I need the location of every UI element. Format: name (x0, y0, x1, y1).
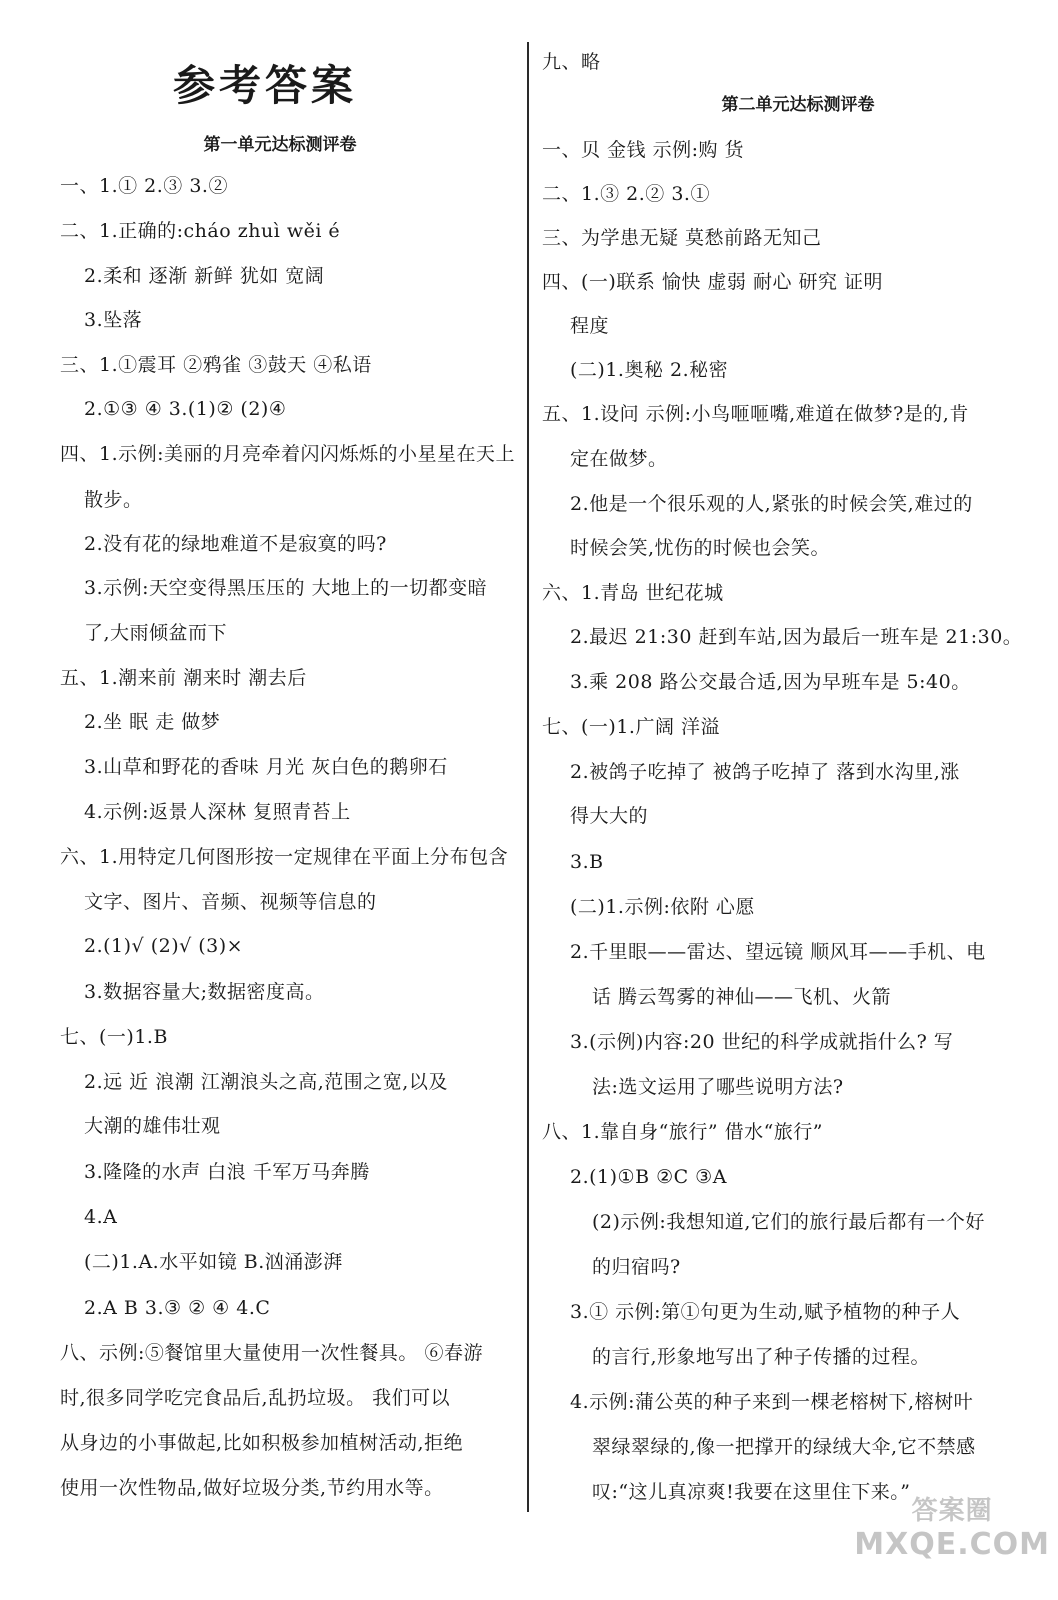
answer-line: 程度 (570, 315, 610, 337)
watermark-logo (854, 1490, 1050, 1562)
page-title: 参考答案 (172, 61, 357, 110)
section-title-unit-2: 第二单元达标测评卷 (721, 95, 875, 115)
answer-line: 三、1.①震耳 ②鸦雀 ③鼓天 ④私语 (60, 354, 372, 376)
answer-line: 2.(1)①B ②C ③A (570, 1166, 727, 1188)
answer-line: 法:选文运用了哪些说明方法? (592, 1076, 844, 1098)
answer-line: 2.没有花的绿地难道不是寂寞的吗? (84, 533, 387, 555)
answer-line: 3.乘 208 路公交最合适,因为早班车是 5:40。 (570, 671, 971, 693)
watermark-bottom: MXQE.COM (854, 1527, 1050, 1562)
answer-line: 3.坠落 (84, 309, 143, 331)
answer-line: 文字、图片、音频、视频等信息的 (84, 891, 377, 913)
answer-line: 八、示例:⑤餐馆里大量使用一次性餐具。 ⑥春游 (60, 1342, 483, 1364)
answer-line: 2.A B 3.③ ② ④ 4.C (84, 1297, 271, 1319)
answer-line: 3.数据容量大;数据密度高。 (84, 981, 325, 1003)
answer-line: 了,大雨倾盆而下 (84, 622, 228, 644)
answer-line: 3.示例:天空变得黑压压的 大地上的一切都变暗 (84, 577, 488, 599)
answer-line: 的归宿吗? (592, 1256, 681, 1278)
answer-line: 3.隆隆的水声 白浪 千军万马奔腾 (84, 1161, 370, 1183)
answer-line: 2.(1)√ (2)√ (3)× (84, 935, 244, 957)
answer-line: 2.柔和 逐渐 新鲜 犹如 宽阔 (84, 265, 325, 287)
answer-line: 叹:“这儿真凉爽!我要在这里住下来。” (592, 1481, 911, 1503)
answer-line: 七、(一)1.B (60, 1026, 168, 1048)
answer-line: 九、略 (542, 51, 601, 73)
answer-line: 从身边的小事做起,比如积极参加植树活动,拒绝 (60, 1432, 464, 1454)
answer-line: 使用一次性物品,做好垃圾分类,节约用水等。 (60, 1477, 444, 1499)
answer-line: 六、1.青岛 世纪花城 (542, 582, 724, 604)
answer-line: 得大大的 (570, 805, 649, 827)
answer-line: 三、为学患无疑 莫愁前路无知己 (542, 227, 822, 249)
answer-line: 3.① 示例:第①句更为生动,赋予植物的种子人 (570, 1301, 961, 1323)
answer-line: (二)1.奥秘 2.秘密 (570, 359, 729, 381)
answer-line: 3.(示例)内容:20 世纪的科学成就指什么? 写 (570, 1031, 954, 1053)
answer-line: 二、1.正确的:cháo zhuì wěi é (60, 220, 341, 242)
answer-line: 大潮的雄伟壮观 (84, 1115, 221, 1137)
answer-line: 二、1.③ 2.② 3.① (542, 183, 710, 205)
answer-line: 四、1.示例:美丽的月亮牵着闪闪烁烁的小星星在天上 (60, 443, 516, 465)
answer-line: 四、(一)联系 愉快 虚弱 耐心 研究 证明 (542, 271, 884, 293)
answer-line: 七、(一)1.广阔 洋溢 (542, 716, 720, 738)
answer-line: 时候会笑,忧伤的时候也会笑。 (570, 537, 831, 559)
answer-line: 六、1.用特定几何图形按一定规律在平面上分布包含 (60, 846, 509, 868)
answer-line: 4.A (84, 1206, 118, 1228)
answer-line: 时,很多同学吃完食品后,乱扔垃圾。 我们可以 (60, 1387, 451, 1409)
answer-line: 2.他是一个很乐观的人,紧张的时候会笑,难过的 (570, 493, 973, 515)
answer-line: 话 腾云驾雾的神仙——飞机、火箭 (592, 986, 892, 1008)
answer-line: 2.最迟 21:30 赶到车站,因为最后一班车是 21:30。 (570, 626, 1023, 648)
answer-line: 翠绿翠绿的,像一把撑开的绿绒大伞,它不禁感 (592, 1436, 976, 1458)
answer-line: 五、1.潮来前 潮来时 潮去后 (60, 667, 307, 689)
answer-line: 定在做梦。 (570, 448, 668, 470)
section-title-unit-1: 第一单元达标测评卷 (203, 135, 357, 155)
column-divider (527, 42, 529, 1512)
answer-line: 一、贝 金钱 示例:购 货 (542, 139, 745, 161)
answer-line: 2.坐 眠 走 做梦 (84, 711, 221, 733)
answer-line: 4.示例:蒲公英的种子来到一棵老榕树下,榕树叶 (570, 1391, 974, 1413)
answer-line: 3.B (570, 851, 604, 873)
answer-line: 2.远 近 浪潮 江潮浪头之高,范围之宽,以及 (84, 1071, 448, 1093)
answer-line: 3.山草和野花的香味 月光 灰白色的鹅卵石 (84, 756, 448, 778)
answer-line: (2)示例:我想知道,它们的旅行最后都有一个好 (592, 1211, 985, 1233)
answer-line: 一、1.① 2.③ 3.② (60, 175, 228, 197)
answer-line: 4.示例:返景人深林 复照青苔上 (84, 801, 351, 823)
answer-line: 八、1.靠自身“旅行” 借水“旅行” (542, 1121, 824, 1143)
answer-line: 散步。 (84, 489, 143, 511)
answer-line: (二)1.A.水平如镜 B.汹涌澎湃 (84, 1251, 343, 1273)
answer-line: 2.①③ ④ 3.(1)② (2)④ (84, 398, 287, 420)
answer-line: (二)1.示例:依附 心愿 (570, 896, 755, 918)
answer-line: 五、1.设问 示例:小鸟咂咂嘴,难道在做梦?是的,肯 (542, 403, 969, 425)
answer-line: 的言行,形象地写出了种子传播的过程。 (592, 1346, 931, 1368)
answer-line: 2.被鸽子吃掉了 被鸽子吃掉了 落到水沟里,涨 (570, 761, 960, 783)
watermark-top: 答案圈 (911, 1496, 993, 1526)
answer-line: 2.千里眼——雷达、望远镜 顺风耳——手机、电 (570, 941, 986, 963)
